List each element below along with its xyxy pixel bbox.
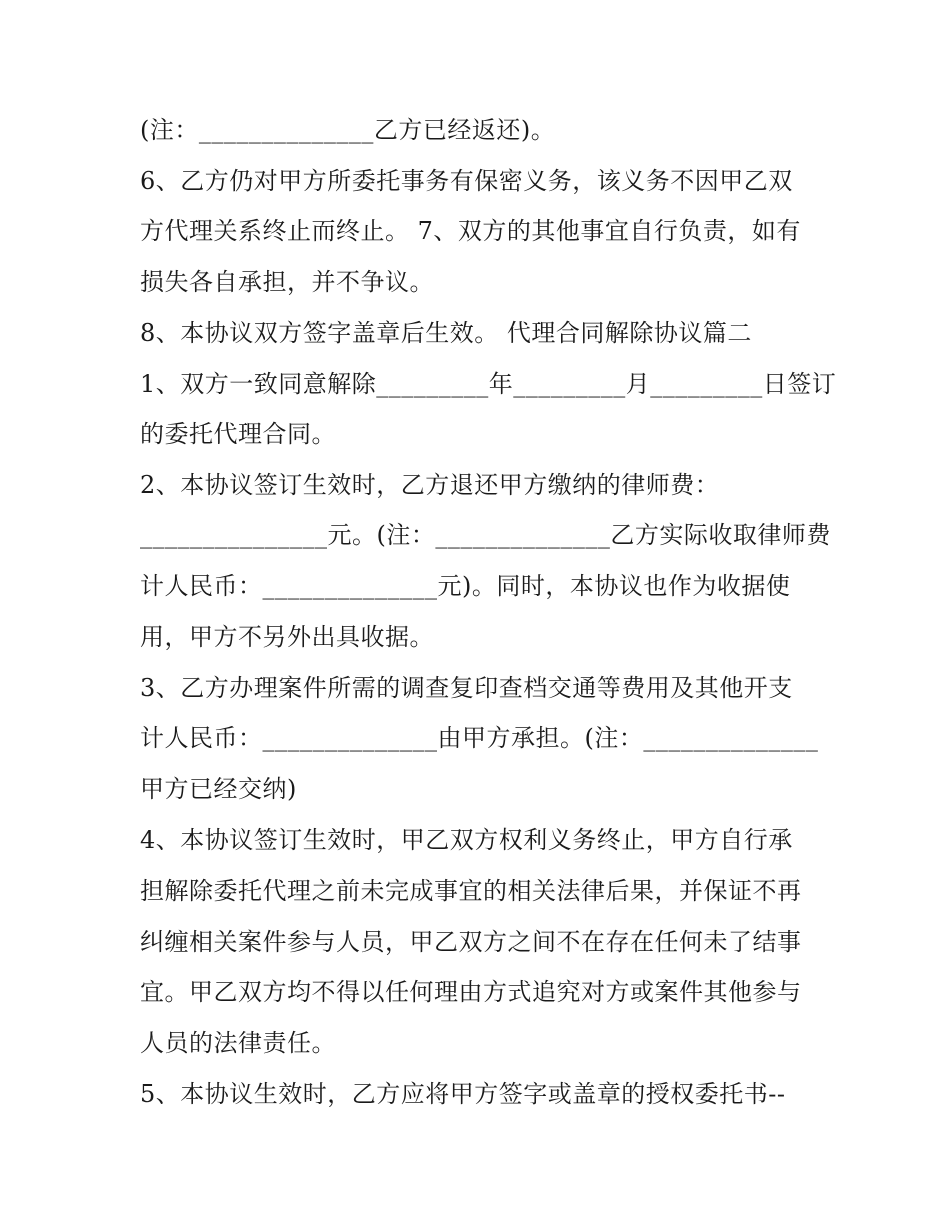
text-line: 方代理关系终止而终止。 7、双方的其他事宜自行负责，如有 bbox=[140, 217, 801, 245]
text-line: _______________元。(注：______________乙方实际收取律师费 bbox=[140, 521, 831, 549]
text-line: 用，甲方不另外出具收据。 bbox=[140, 623, 434, 651]
text-line: 损失各自承担，并不争议。 bbox=[140, 268, 434, 296]
text-line: 人员的法律责任。 bbox=[140, 1029, 336, 1057]
text-line: 担解除委托代理之前未完成事宜的相关法律后果，并保证不再 bbox=[140, 877, 802, 905]
text-line: (注：______________乙方已经返还)。 bbox=[140, 116, 556, 144]
text-line: 纠缠相关案件参与人员，甲乙双方之间不在存在任何未了结事 bbox=[140, 928, 802, 956]
text-line: 宜。甲乙双方均不得以任何理由方式追究对方或案件其他参与 bbox=[140, 978, 802, 1006]
text-line: 计人民币：______________由甲方承担。(注：______________ bbox=[140, 724, 819, 752]
text-line: 8、本协议双方签字盖章后生效。 代理合同解除协议篇二 bbox=[140, 319, 752, 347]
text-line: 5、本协议生效时，乙方应将甲方签字或盖章的授权委托书-- bbox=[140, 1080, 786, 1108]
text-line: 3、乙方办理案件所需的调查复印查档交通等费用及其他开支 bbox=[140, 674, 793, 702]
text-line: 甲方已经交纳) bbox=[140, 775, 297, 803]
text-line: 计人民币：______________元)。同时，本协议也作为收据使 bbox=[140, 572, 791, 600]
text-line: 6、乙方仍对甲方所委托事务有保密义务，该义务不因甲乙双 bbox=[140, 167, 793, 195]
text-line: 2、本协议签订生效时，乙方退还甲方缴纳的律师费： bbox=[140, 471, 720, 499]
text-line: 的委托代理合同。 bbox=[140, 420, 336, 448]
text-line: 1、双方一致同意解除_________年_________月_________日签订 bbox=[140, 370, 837, 398]
text-line: 4、本协议签订生效时，甲乙双方权利义务终止，甲方自行承 bbox=[140, 826, 793, 854]
